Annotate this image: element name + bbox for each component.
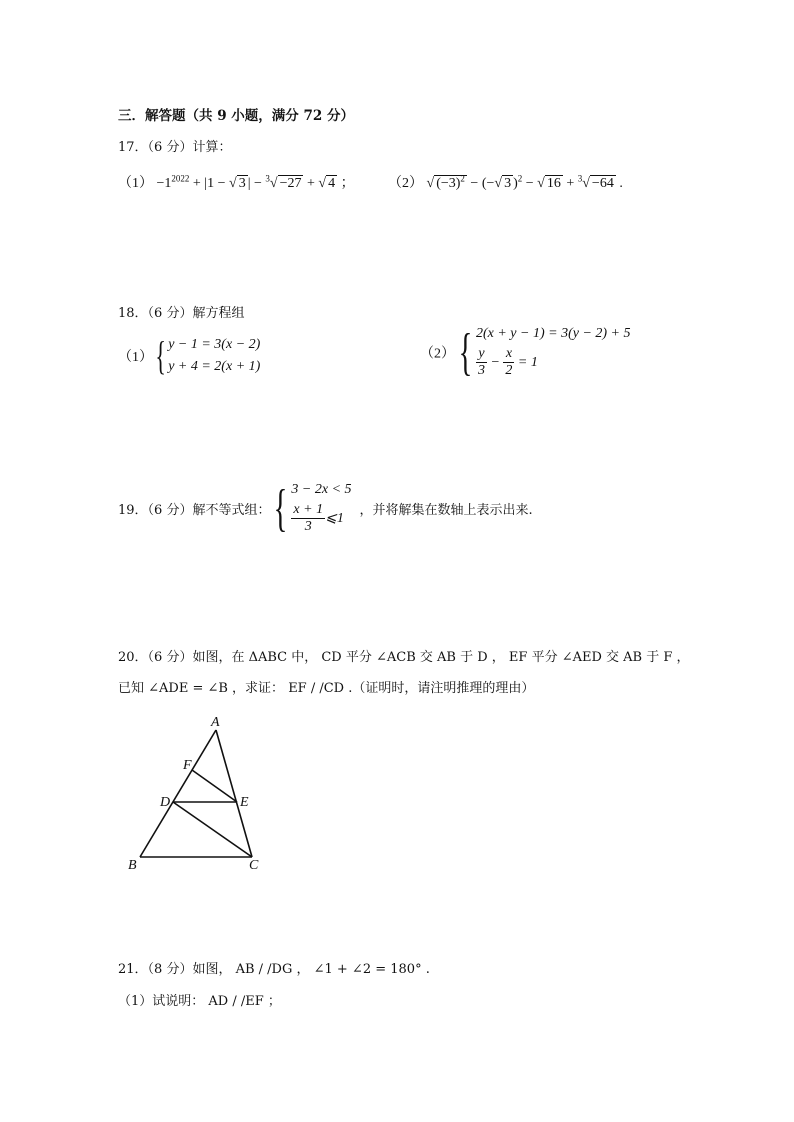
q17-p2-num: （2） — [388, 176, 423, 191]
q18-s2-eq2-rhs: = 1 — [514, 354, 538, 370]
side-ac — [216, 730, 252, 857]
point-b-label: B — [128, 858, 137, 873]
q20-line2: 已知 ∠ADE = ∠B ，求证： EF / /CD .（证明时，请注明推理的理由） — [118, 681, 535, 696]
point-d-label: D — [160, 795, 171, 810]
point-a-label: A — [211, 715, 220, 730]
q17-part1: $(1) -1^{2022} + |1$ − √ 3 | − $^3$√ −27 + √ 4 ； — [118, 173, 355, 191]
point-f-label: F — [183, 758, 192, 773]
q17-part2: （2） √ $(-3)^2$ − (−√ 3 )$^2$ − √ 16 + $^3$√ −64 . — [388, 173, 623, 191]
q21-line2: （1）试说明： AD / /EF ； — [118, 994, 281, 1009]
q18-p1-num: （1） — [118, 350, 153, 365]
q21-line1: 21．（8 分）如图， AB / /DG ， ∠1 + ∠2 = 180° . — [118, 962, 430, 977]
q19-row: 19．（6 分）解不等式组：{ 3 − 2x < 5 $\frac{x + 1}{3}$ ⩽1 ，并将解集在数轴上表示出来. — [118, 479, 533, 537]
segment-ef — [192, 770, 237, 802]
q18-s1-eq2: y + 4 = 2(x + 1) — [168, 359, 261, 374]
q17-label: 17．（6 分）计算： — [118, 140, 232, 155]
q18-s1-eq1: y − 1 = 3(x − 2) — [168, 337, 261, 352]
q19-ineq2-rhs: ⩽1 — [325, 510, 344, 526]
q19-label: 19．（6 分）解不等式组： — [118, 503, 271, 519]
q18-p2-num: （2） — [420, 346, 455, 362]
q18-s2-eq1: 2(x + y − 1) = 3(y − 2) + 5 — [475, 326, 631, 341]
q20-line1: 20．（6 分）如图，在 ΔABC 中， CD 平分 ∠ACB 交 AB 于 D ， EF 平分 ∠AED 交 AB 于 F ， — [118, 650, 690, 665]
q19-ineq2-den: 3 — [304, 519, 312, 535]
q18-system1: （1）{ y − 1 = 3(x − 2) y + 4 = 2(x + 1) — [118, 333, 261, 378]
q20-triangle-figure — [120, 712, 280, 877]
section-title: 三．解答题（共 9 小题，满分 72 分） — [118, 108, 354, 124]
q19-ineq2-num: x + 1 — [291, 502, 325, 519]
point-e-label: E — [240, 795, 249, 810]
q18-label: 18．（6 分）解方程组 — [118, 306, 245, 321]
q19-ineq1: 3 − 2x < 5 — [291, 482, 352, 497]
segment-cd — [173, 802, 252, 857]
q19-tail: ，并将解集在数轴上表示出来. — [359, 503, 533, 519]
q17-exponent: 2022 — [171, 173, 190, 184]
point-c-label: C — [249, 858, 259, 873]
side-ab — [140, 730, 216, 857]
q17-p1-num: （1） — [118, 176, 153, 191]
q18-system2: （2）{ 2(x + y − 1) = 3(y − 2) + 5 $\frac{y}{3}$ − $\frac{x}{2}$ = 1 — [420, 323, 631, 381]
